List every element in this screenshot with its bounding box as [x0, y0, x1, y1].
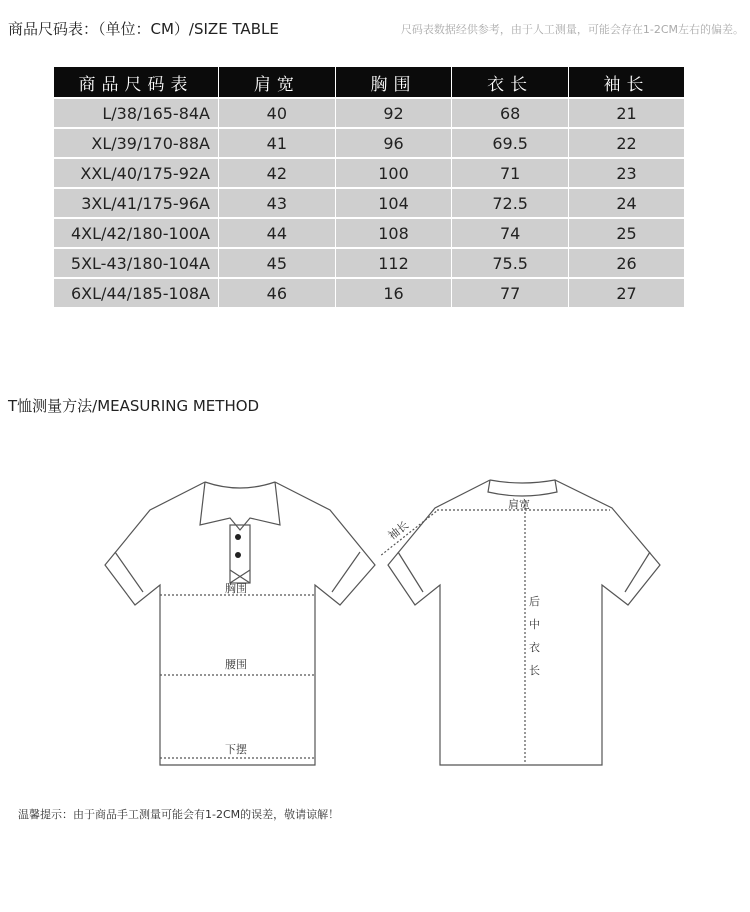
table-cell: 74 — [452, 218, 569, 248]
table-cell: 43 — [219, 188, 336, 218]
size-table — [54, 67, 684, 307]
table-row — [54, 248, 684, 278]
column-header-sleeve: 袖长 — [569, 67, 684, 98]
table-cell: XL/39/170-88A — [54, 128, 219, 158]
back-length-label: 长 — [529, 664, 540, 677]
table-row — [54, 98, 684, 128]
table-cell: 22 — [569, 128, 684, 158]
back-length-label: 后 — [529, 595, 540, 608]
column-header-size: 商品尺码表 — [54, 67, 219, 98]
back-length-label: 中 — [529, 618, 540, 631]
table-cell: 108 — [335, 218, 452, 248]
table-cell: 92 — [335, 98, 452, 128]
table-cell: 69.5 — [452, 128, 569, 158]
table-row — [54, 158, 684, 188]
chest-label: 胸围 — [225, 582, 247, 595]
column-header-length: 衣长 — [452, 67, 569, 98]
table-cell: 75.5 — [452, 248, 569, 278]
table-cell: 3XL/41/175-96A — [54, 188, 219, 218]
measurement-note: 尺码表数据经供参考，由于人工测量，可能会存在1-2CM左右的偏差。 — [400, 23, 744, 36]
button-icon — [235, 552, 241, 558]
table-cell: 4XL/42/180-100A — [54, 218, 219, 248]
column-header-shoulder: 肩宽 — [219, 67, 336, 98]
table-cell: 25 — [569, 218, 684, 248]
table-row — [54, 128, 684, 158]
table-cell: 40 — [219, 98, 336, 128]
page-title: 商品尺码表：（单位：CM）/SIZE TABLE — [8, 20, 279, 38]
table-cell: 42 — [219, 158, 336, 188]
table-cell: 45 — [219, 248, 336, 278]
table-cell: 44 — [219, 218, 336, 248]
table-cell: 104 — [335, 188, 452, 218]
table-row — [54, 278, 684, 307]
shoulder-label: 肩宽 — [508, 498, 530, 511]
table-cell: 41 — [219, 128, 336, 158]
waist-label: 腰围 — [225, 658, 247, 671]
footer-note: 温馨提示：由于商品手工测量可能会有1-2CM的误差，敬请谅解！ — [18, 808, 340, 821]
front-shirt-diagram — [95, 470, 385, 780]
table-cell: 6XL/44/185-108A — [54, 278, 219, 307]
table-header-row — [54, 67, 684, 98]
table-cell: 23 — [569, 158, 684, 188]
table-cell: 72.5 — [452, 188, 569, 218]
table-cell: L/38/165-84A — [54, 98, 219, 128]
measuring-method-title: T恤测量方法/MEASURING METHOD — [8, 397, 260, 415]
table-cell: 112 — [335, 248, 452, 278]
table-cell: 77 — [452, 278, 569, 307]
back-length-label: 衣 — [529, 641, 540, 654]
table-cell: 27 — [569, 278, 684, 307]
column-header-chest: 胸围 — [335, 67, 452, 98]
table-cell: 68 — [452, 98, 569, 128]
table-cell: 46 — [219, 278, 336, 307]
table-cell: 16 — [335, 278, 452, 307]
table-row — [54, 188, 684, 218]
table-cell: 71 — [452, 158, 569, 188]
table-cell: 24 — [569, 188, 684, 218]
table-cell: 96 — [335, 128, 452, 158]
back-shirt-diagram — [380, 470, 670, 780]
table-cell: 5XL-43/180-104A — [54, 248, 219, 278]
table-row — [54, 218, 684, 248]
table-cell: XXL/40/175-92A — [54, 158, 219, 188]
hem-label: 下摆 — [225, 743, 247, 756]
table-cell: 21 — [569, 98, 684, 128]
table-cell: 100 — [335, 158, 452, 188]
table-cell: 26 — [569, 248, 684, 278]
button-icon — [235, 534, 241, 540]
sleeve-label: 袖长 — [385, 518, 412, 543]
